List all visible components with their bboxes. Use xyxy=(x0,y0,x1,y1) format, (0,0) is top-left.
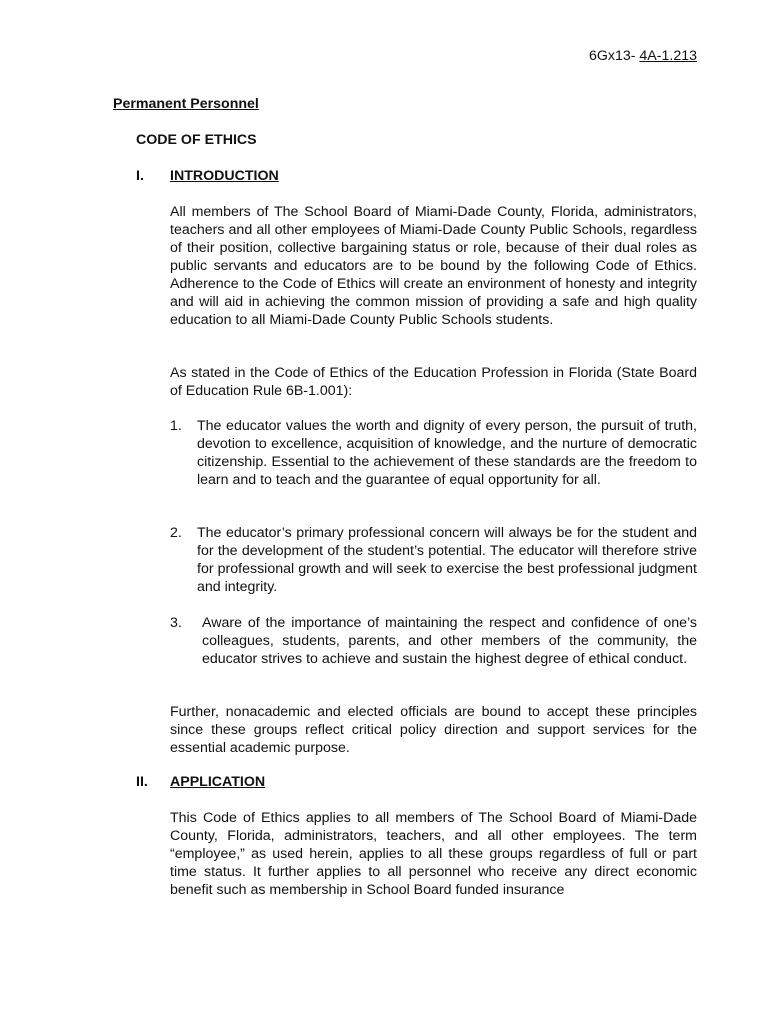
section-2-number: II. xyxy=(136,774,148,790)
rule-prefix: 6Gx13- xyxy=(588,48,640,64)
list-item-1-number: 1. xyxy=(170,418,182,434)
section-1-title: INTRODUCTION xyxy=(170,168,279,184)
section-title: Permanent Personnel xyxy=(113,96,259,112)
rule-code: 4A-1.213 xyxy=(639,48,697,64)
list-item-1-text: The educator values the worth and dignity of every person, the pursuit of truth, devotion to excellence, acquisition of knowledge, and the nurture of democratic citizenship. Essential to the achievement of these standards are the freedom to learn and to teach and the guarantee of equal opportunity for all. xyxy=(197,418,697,488)
list-item-2-text: The educator’s primary professional concern will always be for the student and for the development of the student’s potential. The educator will therefore strive for professional growth and will seek to exercise the best professional judgment and integrity. xyxy=(197,525,697,595)
intro-paragraph-1: All members of The School Board of Miami-Dade County, Florida, administrators, teachers and all other employees of Miami-Dade County Public Schools, regardless of their position, collective bargaining status or role, because of their dual roles as public servants and educators are to be bound by the following Code of Ethics. Adherence to the Code of Ethics will create an environment of honesty and integrity and will aid in achieving the common mission of providing a safe and high quality education to all Miami-Dade County Public Schools students. xyxy=(170,204,697,328)
intro-paragraph-3: Further, nonacademic and elected officials are bound to accept these principles since these groups reflect critical policy direction and support services for the essential academic purpose. xyxy=(170,704,697,756)
code-heading: CODE OF ETHICS xyxy=(136,132,257,148)
list-item-2-number: 2. xyxy=(170,525,182,541)
application-paragraph-1: This Code of Ethics applies to all members of The School Board of Miami-Dade County, Florida, administrators, teachers, and all other employees. The term “employee,” as used herein, applies to all these groups regardless of full or part time status. It further applies to all personnel who receive any direct economic benefit such as membership in School Board funded insurance xyxy=(170,810,697,898)
list-item-3-text: Aware of the importance of maintaining the respect and confidence of one’s colleagues, students, parents, and other members of the community, the educator strives to achieve and sustain the highest degree of ethical conduct. xyxy=(202,615,697,667)
list-item-3-number: 3. xyxy=(170,615,182,631)
section-1-number: I. xyxy=(136,168,144,184)
section-2-title: APPLICATION xyxy=(170,774,266,790)
intro-paragraph-2: As stated in the Code of Ethics of the Education Profession in Florida (State Board of Education Rule 6B-1.001): xyxy=(170,365,697,399)
rule-number xyxy=(589,47,697,65)
